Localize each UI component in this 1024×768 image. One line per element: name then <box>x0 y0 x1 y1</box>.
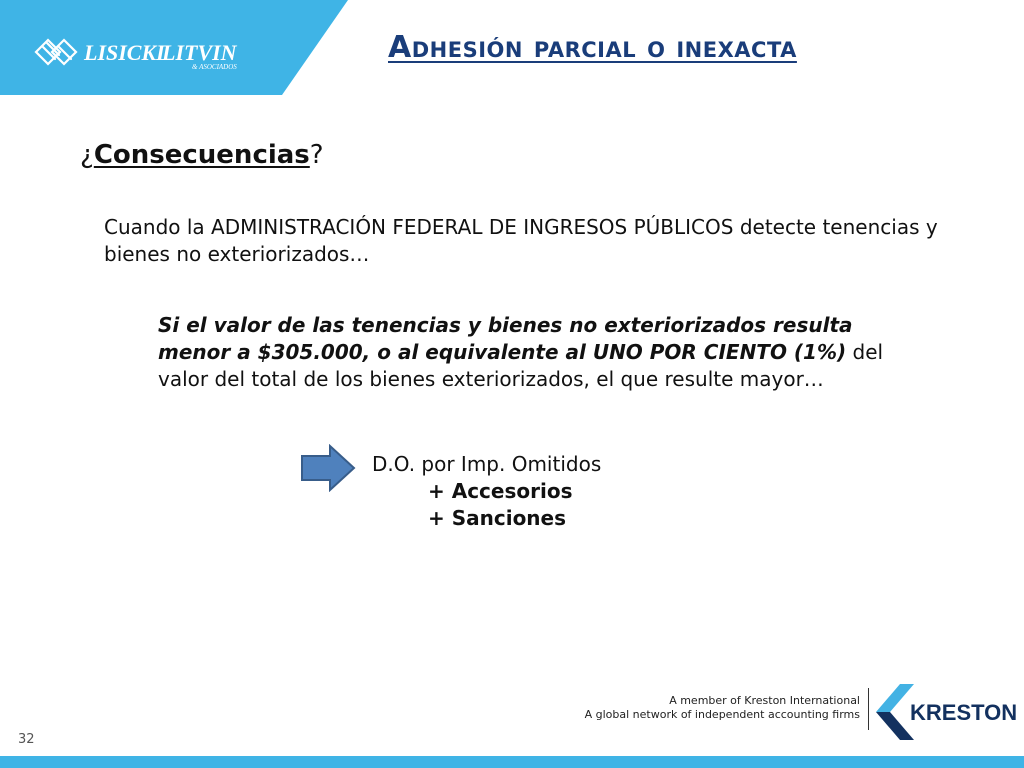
question-heading <box>80 140 324 170</box>
result-line-sanctions: + Sanciones <box>428 506 567 530</box>
handshake-logo-icon <box>36 40 76 64</box>
right-arrow-icon <box>300 444 356 492</box>
kreston-tagline-line1: A member of Kreston International <box>669 694 860 707</box>
brand-name-2: LITVIN <box>162 40 237 65</box>
kreston-tagline <box>585 694 860 722</box>
result-block <box>372 451 601 532</box>
kreston-name: KRESTON <box>910 700 1018 725</box>
result-line-omitted: D.O. por Imp. Omitidos <box>372 452 602 476</box>
slide-title: Adhesión parcial o inexacta <box>388 30 797 65</box>
result-line-accessories: + Accesorios <box>428 479 573 503</box>
kreston-logo <box>874 682 1020 742</box>
question-suffix: ? <box>309 140 324 170</box>
question-word: Consecuencias <box>93 140 310 170</box>
question-prefix: ¿ <box>80 140 94 170</box>
condition-bold-text: Si el valor de las tenencias y bienes no exteriorizados resulta menor a $305.000, o al equivalente al UNO POR CIENTO (1%) <box>158 313 853 364</box>
condition-paragraph <box>158 312 918 393</box>
condition-rest-text: del valor del total de los bienes exteriorizados, el que resulte mayor… <box>158 340 884 391</box>
page-number: 32 <box>18 732 35 747</box>
kreston-divider <box>868 688 869 730</box>
intro-paragraph: Cuando la ADMINISTRACIÓN FEDERAL DE INGRESOS PÚBLICOS detecte tenencias y bienes no exteriorizados… <box>104 215 938 266</box>
kreston-block <box>584 682 1020 742</box>
company-logo <box>34 30 249 72</box>
kreston-k-icon <box>876 684 914 740</box>
footer-bar <box>0 756 1024 768</box>
brand-name-1: LISICKI <box>84 40 165 65</box>
brand-subtitle: & ASOCIADOS <box>192 63 237 71</box>
kreston-tagline-line2: A global network of independent accounting firms <box>584 708 860 721</box>
